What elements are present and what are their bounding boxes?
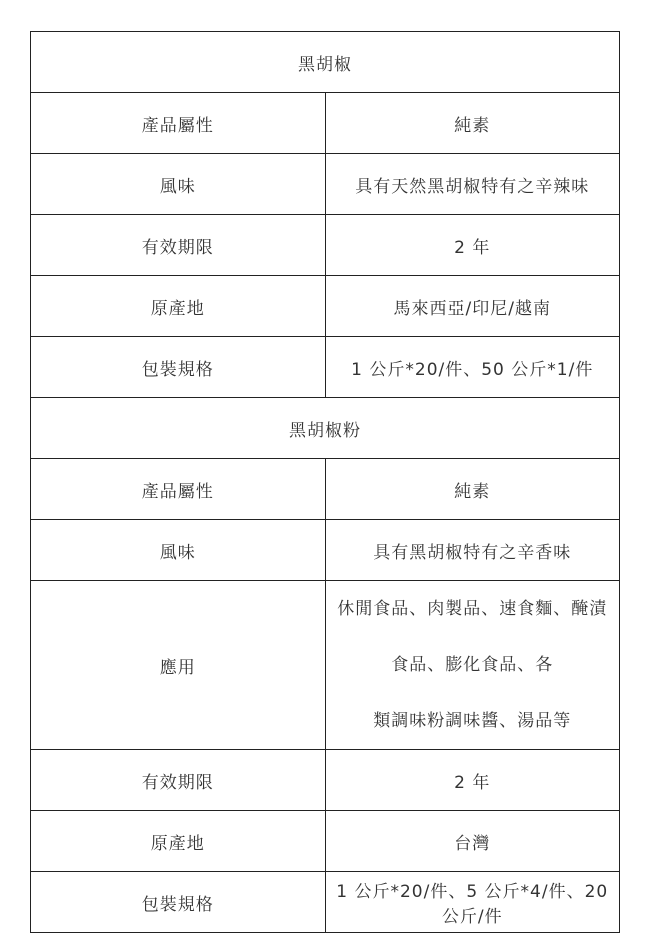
row-value-line: 休閒食品、肉製品、速食麵、醃漬食品、膨化食品、各 [337,599,608,675]
table-row [31,93,620,154]
row-label: 風味 [31,154,326,215]
row-value: 台灣 [325,811,620,872]
row-label: 原產地 [31,276,326,337]
row-label: 有效期限 [31,750,326,811]
section-title: 黑胡椒粉 [31,398,620,459]
row-label: 原產地 [31,811,326,872]
row-value [325,581,620,750]
row-label: 應用 [31,581,326,750]
row-value: 1 公斤*20/件、50 公斤*1/件 [325,337,620,398]
table-row [31,811,620,872]
row-value: 2 年 [325,750,620,811]
table-row [31,337,620,398]
section-title-row [31,32,620,93]
table-row [31,276,620,337]
section-title-row [31,398,620,459]
table-row [31,459,620,520]
row-value: 馬來西亞/印尼/越南 [325,276,620,337]
table-row [31,872,620,933]
row-label: 產品屬性 [31,93,326,154]
row-value: 純素 [325,93,620,154]
row-value: 具有黑胡椒特有之辛香味 [325,520,620,581]
row-label: 有效期限 [31,215,326,276]
table-row [31,750,620,811]
row-value: 純素 [325,459,620,520]
table-row [31,520,620,581]
table-row [31,154,620,215]
row-value: 2 年 [325,215,620,276]
row-label: 風味 [31,520,326,581]
table-row [31,581,620,750]
row-value-line: 類調味粉調味醬、湯品等 [373,711,572,731]
product-spec-table [30,31,620,933]
section-title: 黑胡椒 [31,32,620,93]
row-label: 產品屬性 [31,459,326,520]
row-value: 具有天然黑胡椒特有之辛辣味 [325,154,620,215]
row-value: 1 公斤*20/件、5 公斤*4/件、20 公斤/件 [325,872,620,933]
row-label: 包裝規格 [31,337,326,398]
row-label: 包裝規格 [31,872,326,933]
table-row [31,215,620,276]
